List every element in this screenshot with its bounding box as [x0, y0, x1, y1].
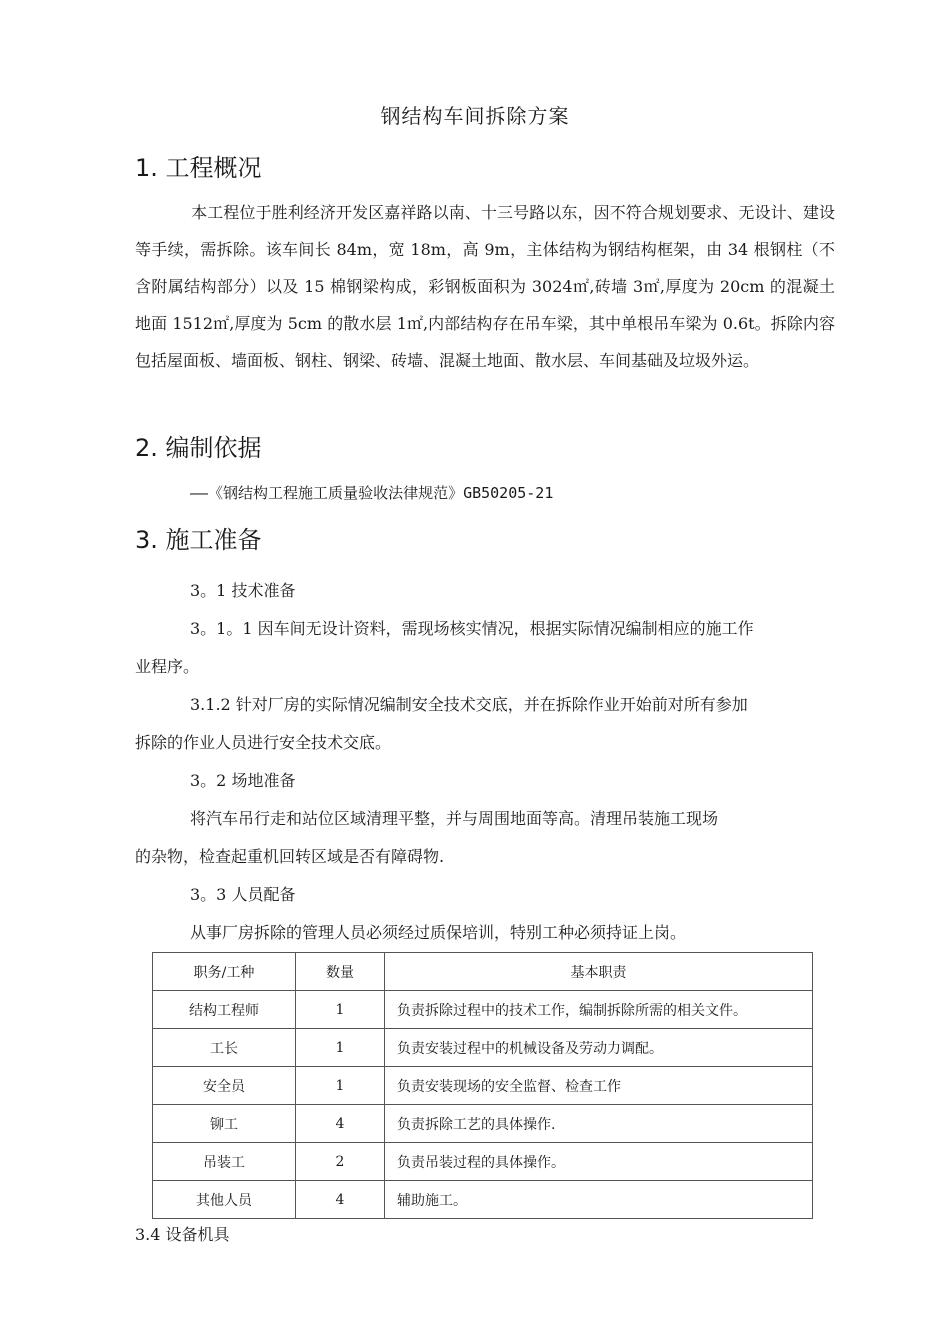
cell-count: 2	[296, 1143, 385, 1181]
header-role: 职务/工种	[153, 953, 296, 991]
item-3-1-2-line2: 拆除的作业人员进行安全技术交底。	[135, 733, 392, 752]
cell-duties: 负责安装过程中的机械设备及劳动力调配。	[385, 1029, 813, 1067]
cell-duties: 负责吊装过程的具体操作。	[385, 1143, 813, 1181]
cell-role: 铆工	[153, 1105, 296, 1143]
section-1-heading: 1. 工程概况	[135, 154, 262, 182]
staffing-note: 从事厂房拆除的管理人员必须经过质保培训，特别工种必须持证上岗。	[190, 923, 687, 942]
item-3-1-2-line1: 3.1.2 针对厂房的实际情况编制安全技术交底，并在拆除作业开始前对所有参加	[190, 695, 748, 714]
reference-standard: ——《钢结构工程施工质量验收法律规范》GB50205-21	[190, 484, 554, 502]
site-prep-line2: 的杂物，检查起重机回转区域是否有障碍物.	[135, 847, 445, 866]
section-1-text: 本工程位于胜利经济开发区嘉祥路以南、十三号路以东，因不符合规划要求、无设计、建设等手续，需拆除。该车间长 84m，宽 18m，高 9m，主体结构为钢结构框架，由 34 根钢柱（不含附属结构部分）以及 15 棉钢梁构成，彩钢板面积为 3024㎡,砖墙 3㎡,厚度为 20cm 的混凝土地面 1512㎡,厚度为 5cm 的散水层 1㎡,内部结构存在吊车梁，其中单根吊车梁为 0.6t。拆除内容包括屋面板、墙面板、钢柱、钢梁、砖墙、混凝土地面、散水层、车间基础及垃圾外运。	[135, 203, 835, 370]
cell-count: 4	[296, 1105, 385, 1143]
table-row	[153, 1181, 813, 1219]
cell-duties: 负责拆除工艺的具体操作.	[385, 1105, 813, 1143]
cell-duties: 辅助施工。	[385, 1181, 813, 1219]
site-prep-line1: 将汽车吊行走和站位区域清理平整，并与周围地面等高。清理吊装施工现场	[190, 809, 719, 828]
document-title: 钢结构车间拆除方案	[380, 104, 570, 128]
subsection-3-1-title: 3。1 技术准备	[190, 581, 296, 600]
table-row	[153, 1143, 813, 1181]
subsection-3-3-title: 3。3 人员配备	[190, 885, 296, 904]
section-1-paragraph	[135, 194, 835, 379]
cell-count: 1	[296, 1029, 385, 1067]
cell-duties: 负责安装现场的安全监督、检查工作	[385, 1067, 813, 1105]
item-3-1-1-line2: 业程序。	[135, 657, 200, 676]
subsection-3-4-title: 3.4 设备机具	[135, 1225, 230, 1244]
section-3-heading: 3. 施工准备	[135, 526, 262, 554]
table-row	[153, 1105, 813, 1143]
cell-role: 其他人员	[153, 1181, 296, 1219]
cell-role: 吊装工	[153, 1143, 296, 1181]
cell-role: 结构工程师	[153, 991, 296, 1029]
cell-count: 1	[296, 1067, 385, 1105]
staffing-table	[152, 952, 813, 1219]
table-row	[153, 1029, 813, 1067]
cell-count: 1	[296, 991, 385, 1029]
item-3-1-1-line1: 3。1。1 因车间无设计资料，需现场核实情况，根据实际情况编制相应的施工作	[190, 619, 754, 638]
table-header-row	[153, 953, 813, 991]
header-duties: 基本职责	[385, 953, 813, 991]
cell-count: 4	[296, 1181, 385, 1219]
cell-role: 工长	[153, 1029, 296, 1067]
section-2-heading: 2. 编制依据	[135, 434, 262, 462]
header-count: 数量	[296, 953, 385, 991]
subsection-3-2-title: 3。2 场地准备	[190, 771, 296, 790]
cell-role: 安全员	[153, 1067, 296, 1105]
cell-duties: 负责拆除过程中的技术工作，编制拆除所需的相关文件。	[385, 991, 813, 1029]
table-row	[153, 991, 813, 1029]
table-row	[153, 1067, 813, 1105]
